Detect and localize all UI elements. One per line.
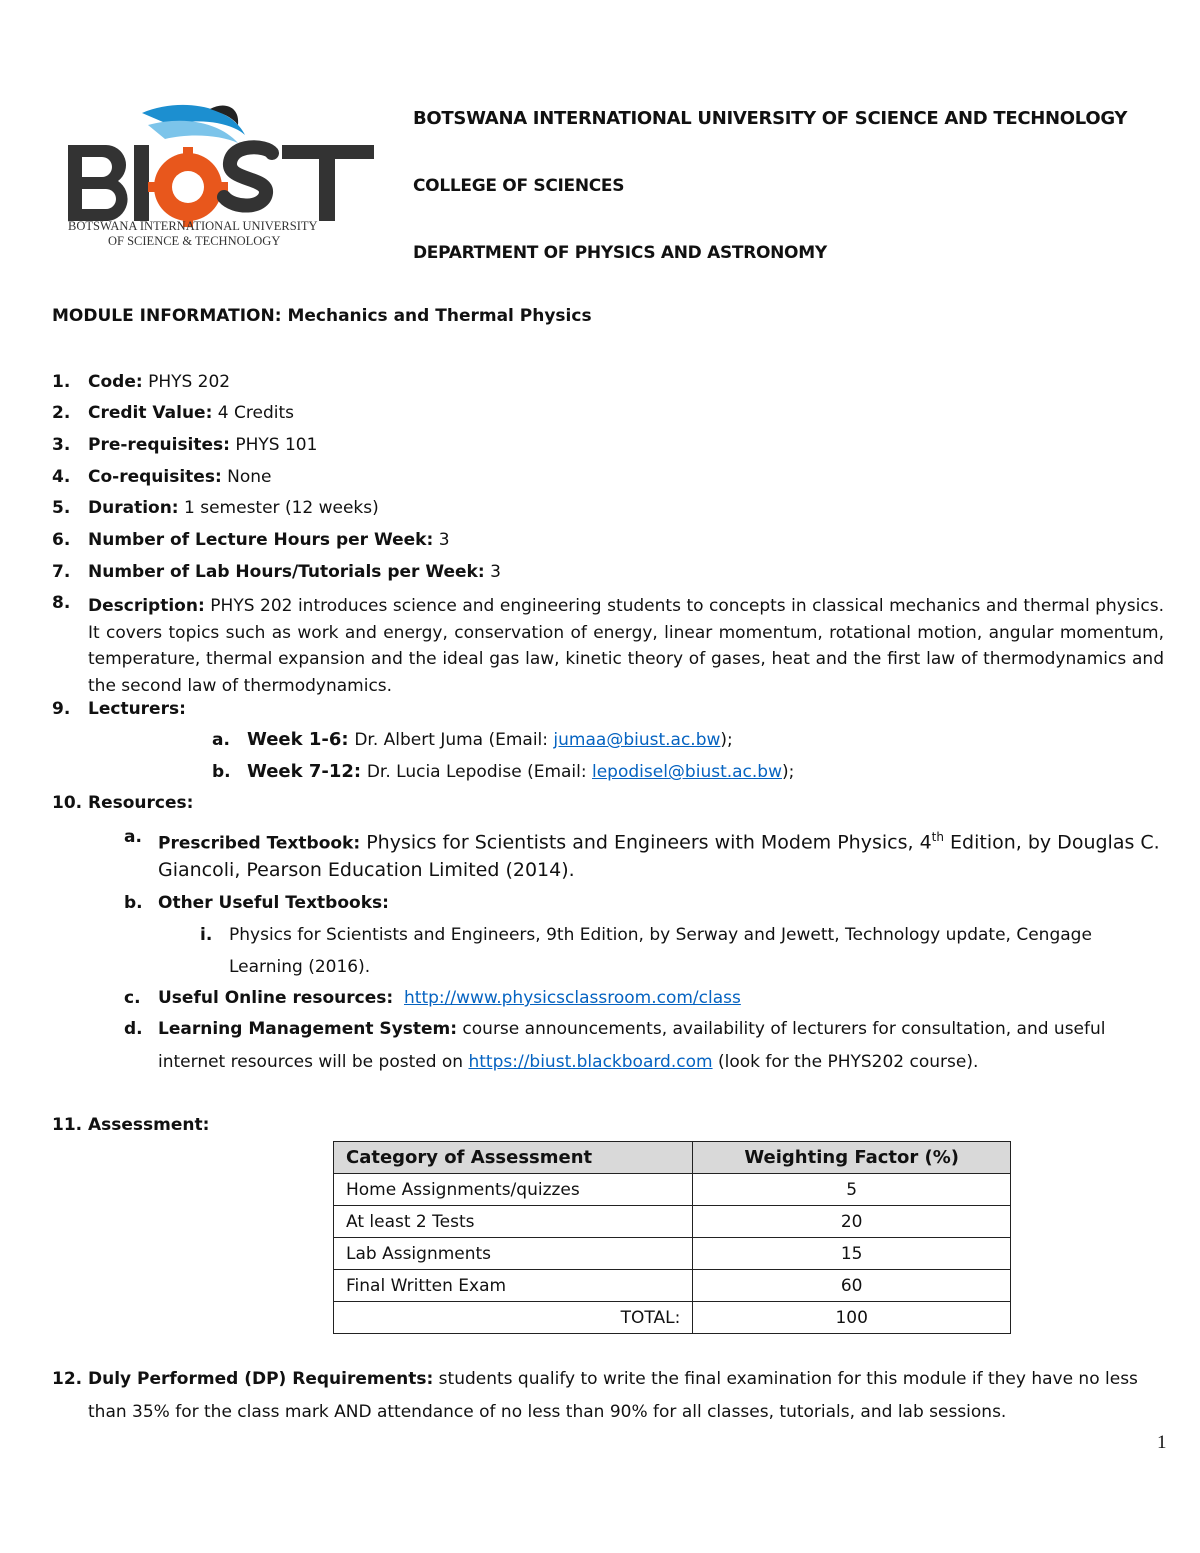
lecturer-end: ); (782, 762, 795, 782)
item-number: 2. (52, 403, 71, 423)
category-cell: Final Written Exam (334, 1270, 693, 1302)
resources-label: Resources: (88, 793, 194, 813)
department-name: DEPARTMENT OF PHYSICS AND ASTRONOMY (413, 243, 827, 263)
lecturer-letter: a. (212, 730, 230, 750)
resources-number: 10. (52, 793, 83, 813)
prescribed-textbook-label: Prescribed Textbook: (158, 833, 361, 854)
item-label: Number of Lab Hours/Tutorials per Week: (88, 562, 485, 582)
item-line (88, 529, 450, 551)
item-value: 3 (490, 562, 501, 582)
prescribed-textbook-line1 (158, 826, 1160, 854)
lms-line1 (158, 1018, 1106, 1040)
lecturers-label: Lecturers: (88, 699, 186, 719)
prescribed-textbook-sup: th (931, 830, 944, 844)
item-label: Co-requisites: (88, 467, 222, 487)
lecturer-period: Week 1-6: (247, 729, 349, 750)
item-value: 4 Credits (217, 403, 294, 423)
resource-letter: b. (124, 893, 143, 913)
description-number: 8. (52, 593, 71, 613)
dp-label: Duly Performed (DP) Requirements: (88, 1369, 434, 1389)
university-logo (60, 95, 380, 255)
assessment-table (333, 1141, 1011, 1334)
lecturers-number: 9. (52, 699, 71, 719)
university-name: BOTSWANA INTERNATIONAL UNIVERSITY OF SCIENCE AND TECHNOLOGY (413, 108, 1128, 129)
lecturer-email-link[interactable]: jumaa@biust.ac.bw (553, 730, 721, 750)
lecturer-name: Dr. Albert Juma (Email: (354, 730, 554, 750)
lecturer-name: Dr. Lucia Lepodise (Email: (366, 762, 592, 782)
item-value: PHYS 101 (235, 435, 318, 455)
other-textbook-line2: Learning (2016). (229, 957, 371, 977)
category-cell: At least 2 Tests (334, 1206, 693, 1238)
weight-cell: 5 (693, 1174, 1011, 1206)
prescribed-textbook-line2: Giancoli, Pearson Education Limited (2014). (158, 859, 575, 881)
dp-line2: than 35% for the class mark AND attendance of no less than 90% for all classes, tutorials, and lab sessions. (88, 1402, 1007, 1422)
module-label: MODULE INFORMATION: (52, 306, 282, 326)
module-title: Mechanics and Thermal Physics (287, 306, 592, 326)
item-label: Pre-requisites: (88, 435, 230, 455)
resource-letter: a. (124, 827, 142, 847)
lms-text2: internet resources will be posted on (158, 1052, 469, 1072)
lecturer-letter: b. (212, 762, 231, 782)
item-value: 3 (438, 530, 450, 550)
total-value: 100 (693, 1302, 1011, 1334)
dp-number: 12. (52, 1369, 83, 1389)
lecturer-entry (247, 729, 733, 751)
lecturer-email-link[interactable]: lepodisel@biust.ac.bw (592, 762, 783, 782)
item-label: Code: (88, 372, 143, 392)
category-cell: Lab Assignments (334, 1238, 693, 1270)
total-label: TOTAL: (334, 1302, 693, 1334)
lecturer-end: ); (720, 730, 733, 750)
college-name: COLLEGE OF SCIENCES (413, 176, 625, 196)
item-label: Duration: (88, 498, 179, 518)
dp-text1: students qualify to write the final examination for this module if they have no less (438, 1369, 1138, 1389)
logo-subtitle-line2: OF SCIENCE & TECHNOLOGY (108, 234, 281, 248)
item-label: Number of Lecture Hours per Week: (88, 530, 434, 550)
module-heading (52, 305, 592, 327)
page-number: 1 (1157, 1432, 1167, 1453)
column-header-category: Category of Assessment (334, 1142, 693, 1174)
description-label: Description: (88, 596, 205, 616)
item-value: PHYS 202 (148, 372, 231, 392)
roman-numeral: i. (200, 925, 213, 945)
table-row (334, 1174, 1011, 1206)
column-header-weight: Weighting Factor (%) (693, 1142, 1011, 1174)
resource-letter: d. (124, 1019, 143, 1039)
table-row (334, 1270, 1011, 1302)
item-number: 3. (52, 435, 71, 455)
item-line (88, 561, 501, 583)
online-resources-label: Useful Online resources: (158, 988, 394, 1008)
weight-cell: 60 (693, 1270, 1011, 1302)
item-value: None (227, 467, 272, 487)
table-row (334, 1238, 1011, 1270)
online-resources-line (158, 987, 741, 1009)
prescribed-textbook-text2: Edition, by Douglas C. (943, 831, 1160, 854)
description-text: PHYS 202 introduces science and engineering students to concepts in classical mechanics and thermal physics. It covers topics such as work and energy, conservation of energy, linear momentum, rotational motion, angular momentum, temperature, thermal expansion and the ideal gas law, kinetic theory of gases, heat and the first law of thermodynamics and the second law of thermodynamics. (88, 596, 1164, 696)
other-textbooks-label: Other Useful Textbooks: (158, 893, 389, 913)
item-line (88, 371, 230, 393)
category-cell: Home Assignments/quizzes (334, 1174, 693, 1206)
item-number: 4. (52, 467, 71, 487)
prescribed-textbook-text1: Physics for Scientists and Engineers with Modem Physics, 4 (366, 831, 932, 854)
total-row (334, 1302, 1011, 1334)
weight-cell: 15 (693, 1238, 1011, 1270)
lms-text1: course announcements, availability of lecturers for consultation, and useful (462, 1019, 1106, 1039)
dp-line1 (88, 1368, 1138, 1390)
item-line (88, 434, 317, 456)
online-resources-link[interactable]: http://www.physicsclassroom.com/class (404, 988, 741, 1008)
item-line (88, 497, 379, 519)
description-paragraph (88, 593, 1164, 699)
lecturer-period: Week 7-12: (247, 761, 362, 782)
item-label: Credit Value: (88, 403, 213, 423)
table-header-row (334, 1142, 1011, 1174)
item-number: 1. (52, 372, 71, 392)
item-number: 6. (52, 530, 71, 550)
assessment-label: Assessment: (88, 1115, 210, 1135)
lms-label: Learning Management System: (158, 1019, 458, 1039)
blackboard-link[interactable]: https://biust.blackboard.com (468, 1052, 713, 1072)
assessment-number: 11. (52, 1115, 83, 1135)
table-row (334, 1206, 1011, 1238)
item-line (88, 402, 294, 424)
lms-line2 (158, 1051, 978, 1073)
other-textbook-line1: Physics for Scientists and Engineers, 9th Edition, by Serway and Jewett, Technology update, Cengage (229, 925, 1092, 945)
logo-subtitle-line1: BOTSWANA INTERNATIONAL UNIVERSITY (68, 219, 318, 233)
weight-cell: 20 (693, 1206, 1011, 1238)
lecturer-entry (247, 761, 794, 783)
resource-letter: c. (124, 988, 141, 1008)
lms-text3: (look for the PHYS202 course). (712, 1052, 979, 1072)
item-line (88, 466, 272, 488)
item-number: 5. (52, 498, 71, 518)
item-value: 1 semester (12 weeks) (184, 498, 379, 518)
item-number: 7. (52, 562, 71, 582)
